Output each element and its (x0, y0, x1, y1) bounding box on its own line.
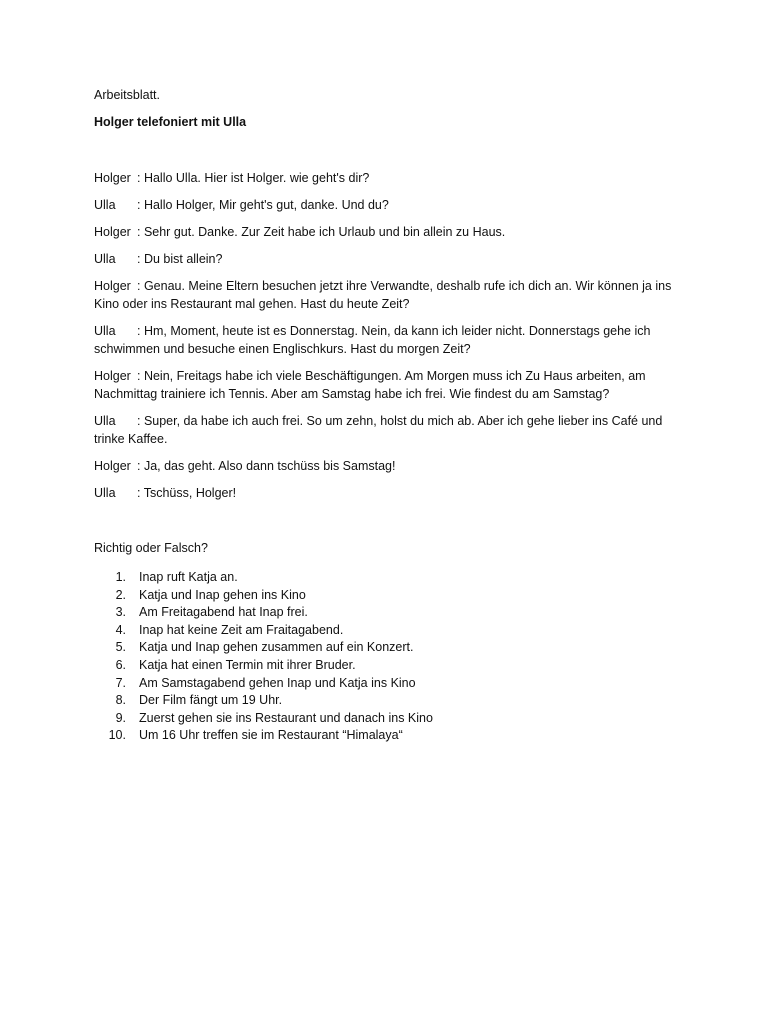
speaker-name: Holger (94, 171, 131, 185)
quiz-item-text: Katja und Inap gehen ins Kino (139, 587, 306, 602)
quiz-item (94, 569, 614, 587)
quiz-item-number: 1. (115, 570, 126, 584)
speaker-line: : Hm, Moment, heute ist es Donnerstag. Nein, da kann ich leider nicht. Donnerstags gehe ich schwimmen und besuche einen Englischkurs. Hast du morgen Zeit? (94, 324, 651, 356)
quiz-item-text: Um 16 Uhr treffen sie im Restaurant “Himalaya“ (139, 728, 403, 743)
dialogue (94, 169, 674, 511)
dialogue-turn (94, 457, 674, 475)
speaker-line: : Sehr gut. Danke. Zur Zeit habe ich Urlaub und bin allein zu Haus. (137, 225, 506, 239)
quiz-item (94, 622, 614, 640)
quiz-item-number: 7. (115, 675, 126, 690)
speaker-line: : Nein, Freitags habe ich viele Beschäftigungen. Am Morgen muss ich Zu Haus arbeiten, am Nachmittag trainiere ich Tennis. Aber am Samstag habe ich frei. Wie findest du am Samstag? (94, 369, 646, 401)
speaker-line: : Hallo Holger, Mir geht's gut, danke. Und du? (137, 198, 389, 212)
quiz-item-number: 2. (115, 587, 126, 602)
quiz-item-number: 9. (115, 710, 126, 725)
speaker-name: Holger (94, 225, 131, 239)
dialogue-turn (94, 250, 674, 268)
quiz-item-number: 5. (115, 640, 126, 655)
speaker-line: : Ja, das geht. Also dann tschüss bis Samstag! (137, 459, 396, 473)
quiz-item-text: Am Freitagabend hat Inap frei. (139, 605, 308, 620)
quiz-list (94, 569, 614, 745)
quiz-item-text: Der Film fängt um 19 Uhr. (139, 693, 283, 708)
document-label: Arbeitsblatt. (94, 88, 161, 102)
speaker-line: : Du bist allein? (137, 252, 223, 266)
quiz-item (94, 727, 614, 745)
quiz-item-text: Katja und Inap gehen zusammen auf ein Konzert. (139, 640, 414, 655)
quiz-item (94, 692, 614, 710)
dialogue-turn (94, 169, 674, 187)
quiz-heading: Richtig oder Falsch? (94, 541, 208, 555)
dialogue-turn (94, 277, 674, 313)
quiz-item (94, 710, 614, 728)
quiz-item-number: 8. (115, 693, 126, 708)
dialogue-turn (94, 367, 674, 403)
quiz-item (94, 639, 614, 657)
quiz-item-text: Am Samstagabend gehen Inap und Katja ins Kino (139, 675, 416, 690)
quiz-item-text: Inap hat keine Zeit am Fraitagabend. (139, 622, 344, 637)
quiz-item-number: 6. (115, 657, 126, 672)
speaker-name: Ulla (94, 198, 116, 212)
quiz-item (94, 675, 614, 693)
quiz-item-text: Katja hat einen Termin mit ihrer Bruder. (139, 657, 356, 672)
speaker-name: Holger (94, 459, 131, 473)
speaker-name: Ulla (94, 252, 116, 266)
speaker-line: : Hallo Ulla. Hier ist Holger. wie geht's dir? (137, 171, 370, 185)
quiz-item (94, 657, 614, 675)
quiz-item-number: 3. (115, 605, 126, 620)
quiz-item-number: 10. (108, 728, 126, 743)
dialogue-turn (94, 322, 674, 358)
quiz-item (94, 604, 614, 622)
quiz-item-number: 4. (115, 622, 126, 637)
quiz-item-text: Zuerst gehen sie ins Restaurant und danach ins Kino (139, 710, 433, 725)
quiz-item (94, 587, 614, 605)
dialogue-turn (94, 223, 674, 241)
dialogue-turn (94, 196, 674, 214)
speaker-name: Ulla (94, 324, 116, 338)
speaker-line: : Genau. Meine Eltern besuchen jetzt ihre Verwandte, deshalb rufe ich dich an. Wir können ja ins Kino oder ins Restaurant mal gehen. Hast du heute Zeit? (94, 279, 672, 311)
dialogue-turn (94, 412, 674, 448)
document-title: Holger telefoniert mit Ulla (94, 115, 247, 129)
speaker-name: Ulla (94, 414, 116, 428)
quiz-item-text: Inap ruft Katja an. (139, 570, 238, 584)
speaker-name: Ulla (94, 486, 116, 500)
dialogue-turn (94, 484, 674, 502)
speaker-name: Holger (94, 279, 131, 293)
speaker-line: : Super, da habe ich auch frei. So um zehn, holst du mich ab. Aber ich gehe lieber ins Café und trinke Kaffee. (94, 414, 663, 446)
speaker-line: : Tschüss, Holger! (137, 486, 237, 500)
speaker-name: Holger (94, 369, 131, 383)
